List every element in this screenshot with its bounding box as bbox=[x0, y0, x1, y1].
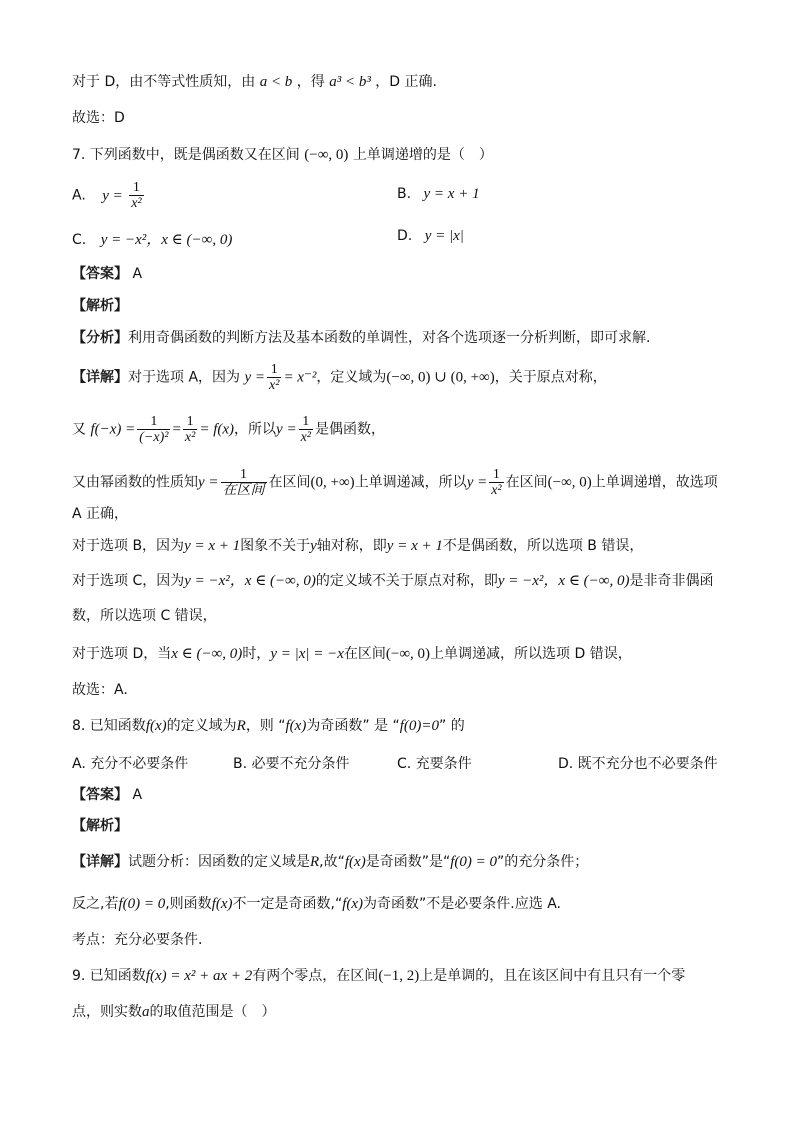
q8-answer: 【答案】 A bbox=[72, 787, 143, 803]
q7-detail-line-9: 故选：A. bbox=[72, 682, 128, 698]
q8-option-a: A. 充分不必要条件 bbox=[72, 756, 189, 772]
fraction: $\frac{1}{\text{x²}}$ bbox=[131, 180, 142, 211]
q8-analysis-heading: 【解析】 bbox=[72, 818, 128, 834]
fraction: $\frac{1}{\text{x²}}$ bbox=[491, 467, 502, 498]
question-9-stem-line-1: 9. 已知函数f(x) = x² + ax + 2有两个零点，在区间(−1, 2)上是单调的，且在该区间中有且只有一个零 bbox=[72, 968, 686, 984]
text: 故选：D bbox=[72, 110, 125, 126]
q7-detail-line-2: 又 f(−x) = $\frac{1}{\text{(−x)²}}$ = $\frac{1}{\text{x²}}$ = f(x)，所以y = $\frac{1}{\text{x²}}$ 是偶函数， bbox=[72, 414, 385, 445]
q8-option-c: C. 充要条件 bbox=[397, 756, 472, 772]
q7-option-a: A. y = $\frac{1}{\text{x²}}$ bbox=[72, 180, 142, 211]
text: 对于 D，由不等式性质知，由 bbox=[72, 74, 256, 90]
fraction: $\frac{1}{\text{x²}}$ bbox=[184, 414, 196, 445]
question-8-stem: 8. 已知函数f(x)的定义域为R，则 “f(x)为奇函数” 是 “f(0)=0” 的 bbox=[72, 718, 465, 734]
q7-detail-line-3: 又由幂函数的性质知y = $\frac{1}{\text{在区间}}$ 在区间(0, +∞)上单调递减，所以y = $\frac{1}{\text{x²}}$ 在区间(−∞, 0)上单调递增，故选项 bbox=[72, 467, 718, 498]
math: a³ < b³ bbox=[329, 74, 371, 90]
text-line bbox=[72, 72, 732, 92]
q7-detail-line-5: 对于选项 B，因为y = x + 1图象不关于y轴对称，即y = x + 1不是偶函数，所以选项 B 错误， bbox=[72, 538, 644, 554]
question-9-stem-line-2: 点，则实数a的取值范围是（ ） bbox=[72, 1004, 276, 1020]
q7-option-d: D. y = |x| bbox=[397, 228, 464, 244]
fraction: $\frac{1}{\text{(−x)²}}$ bbox=[139, 414, 169, 445]
q7-detail-line-8: 对于选项 D，当x ∈ (−∞, 0)时，y = |x| = −x在区间(−∞, 0)上单调递减，所以选项 D 错误， bbox=[72, 646, 632, 662]
text: ，D 正确. bbox=[375, 74, 437, 90]
q7-detail-line-4: A 正确， bbox=[72, 506, 129, 522]
q8-option-b: B. 必要不充分条件 bbox=[233, 756, 350, 772]
text: ，得 bbox=[296, 74, 325, 90]
q8-detail-line-3: 考点：充分必要条件. bbox=[72, 932, 203, 948]
math: (−∞, 0) bbox=[304, 147, 349, 163]
fraction: $\frac{1}{\text{x²}}$ bbox=[269, 362, 280, 393]
q7-detail-line-6: 对于选项 C，因为y = −x²，x ∈ (−∞, 0)的定义域不关于原点对称，即y = −x²，x ∈ (−∞, 0)是非奇非偶函 bbox=[72, 573, 714, 589]
q8-detail-line-2: 反之,若f(0) = 0,则函数f(x)不一定是奇函数,“f(x)为奇函数”不是必要条件.应选 A. bbox=[72, 896, 561, 912]
fraction: $\frac{1}{\text{在区间}}$ bbox=[222, 467, 265, 498]
question-7-stem: 7. 下列函数中，既是偶函数又在区间 (−∞, 0) 上单调递增的是（ ） bbox=[72, 147, 493, 163]
fraction: $\frac{1}{\text{x²}}$ bbox=[300, 414, 311, 445]
text-line bbox=[72, 108, 732, 128]
q7-option-c: C. y = −x²，x ∈ (−∞, 0) bbox=[72, 232, 233, 248]
q7-answer: 【答案】 A bbox=[72, 266, 143, 282]
q7-option-b: B. y = x + 1 bbox=[397, 186, 480, 202]
q8-detail-line-1: 【详解】试题分析：因函数的定义域是R,故“f(x)是奇函数”是“f(0) = 0”的充分条件； bbox=[72, 854, 589, 870]
q7-detail-line-1: 【详解】对于选项 A，因为 y = $\frac{1}{\text{x²}}$ = x⁻²，定义域为(−∞, 0) ∪ (0, +∞)，关于原点对称， bbox=[72, 362, 607, 393]
math: a < b bbox=[259, 74, 293, 90]
q7-analysis-heading: 【解析】 bbox=[72, 298, 128, 314]
q7-fenxi: 【分析】利用奇偶函数的判断方法及基本函数的单调性，对各个选项逐一分析判断，即可求解. bbox=[72, 330, 651, 346]
q8-option-d: D. 既不充分也不必要条件 bbox=[558, 756, 718, 772]
q7-detail-line-7: 数，所以选项 C 错误， bbox=[72, 608, 217, 624]
